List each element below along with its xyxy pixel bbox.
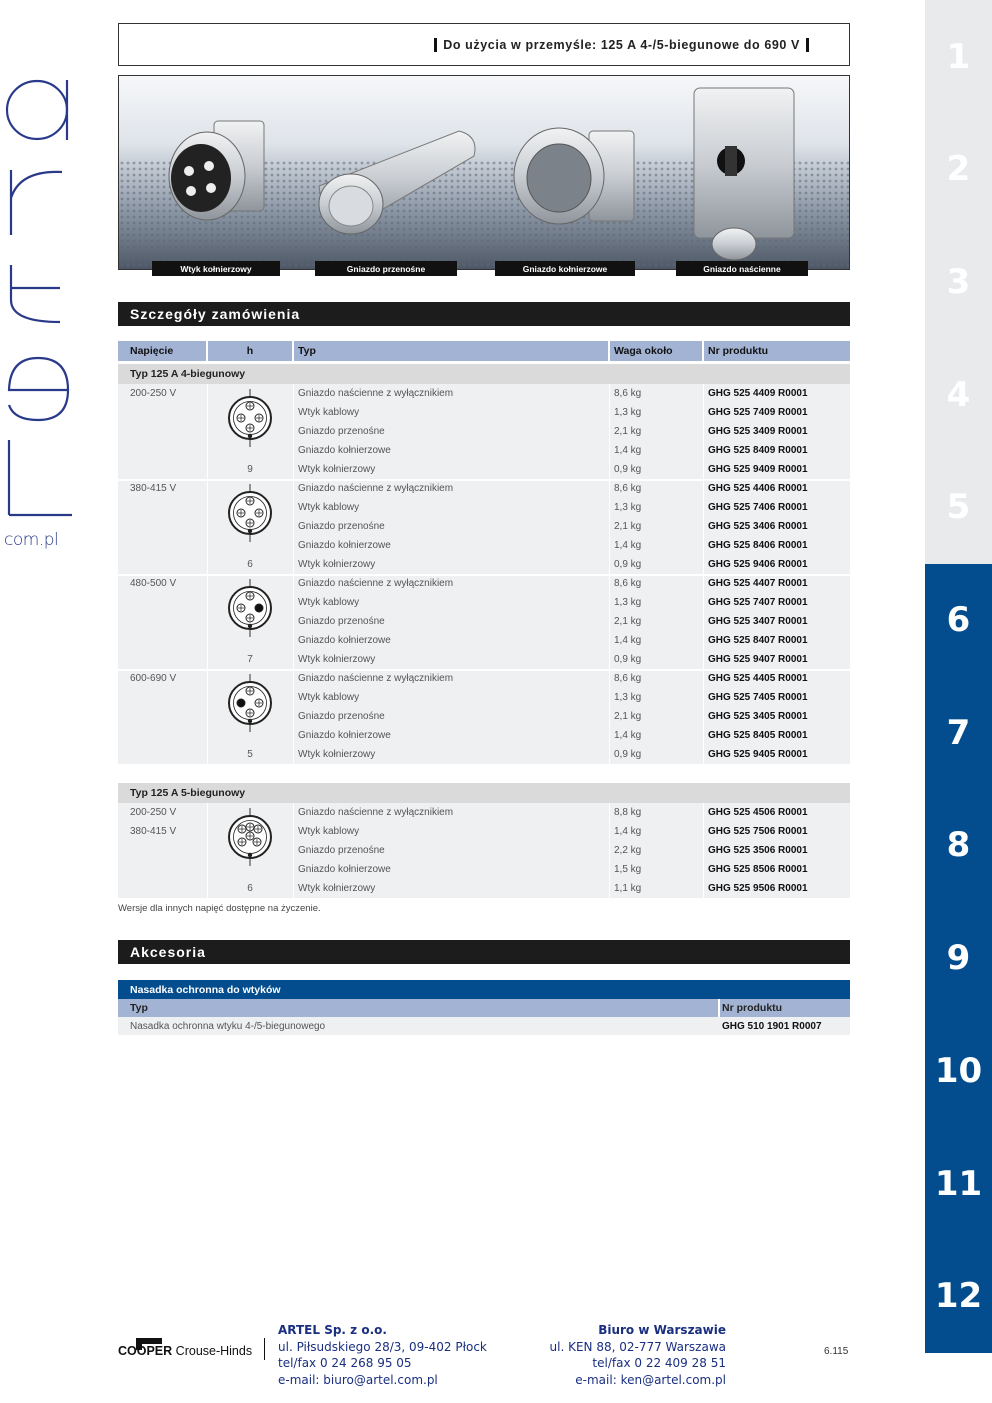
row-divider [118,479,850,481]
office-name: Biuro w Warszawie [598,1323,726,1337]
row-type: Wtyk kołnierzowy [298,749,376,760]
caption-flange-socket: Gniazdo kołnierzowe [495,261,635,276]
row-h-value: 6 [247,559,253,570]
chapter-tab-12[interactable]: 12 [925,1240,992,1353]
chapter-tabs [925,0,992,1403]
row-type: Wtyk kablowy [298,692,360,703]
pin-layout-icon [224,389,276,449]
flange-plug-drawing [169,121,264,220]
row-weight: 2,1 kg [614,426,642,437]
row-weight: 1,1 kg [614,883,642,894]
row-weight: 0,9 kg [614,749,642,760]
row-weight: 1,5 kg [614,864,642,875]
chapter-tab-4[interactable]: 4 [925,338,992,451]
pin-layout-icon [224,579,276,639]
caption-wall-socket: Gniazdo naścienne [676,261,808,276]
row-product: GHG 525 9407 R0001 [708,654,808,665]
page-title: Do użycia w przemyśle: 125 A 4-/5-biegunowe do 690 V [443,37,800,52]
row-weight: 8,6 kg [614,673,642,684]
row-product: GHG 525 4406 R0001 [708,483,808,494]
group-5-pole-title: Typ 125 A 5-biegunowy [118,783,850,803]
row-product: GHG 525 3407 R0001 [708,616,808,627]
brand-name [118,1344,252,1358]
row-voltage: 600-690 V [130,673,177,684]
row-product: GHG 525 7406 R0001 [708,502,808,513]
col-weight: Waga około [614,345,673,357]
voltage-block [118,574,850,669]
row-product: GHG 525 9506 R0001 [708,883,808,894]
group-4-pole [118,384,850,764]
chapter-tab-8[interactable]: 8 [925,789,992,902]
row-divider [118,669,850,671]
logo-domain: com.pl [4,530,59,550]
footer-divider [264,1338,265,1360]
table-row [118,555,850,574]
pin-layout-icon [224,808,276,868]
row-voltage: 200-250 V [130,388,177,399]
company-street: ul. Piłsudskiego 28/3, 09-402 Płock [278,1339,487,1354]
accessories-table [118,980,850,1035]
column-divider [703,803,704,898]
chapter-tab-10[interactable]: 10 [925,1014,992,1127]
row-weight: 1,4 kg [614,730,642,741]
row-weight: 1,4 kg [614,445,642,456]
wall-socket-drawing [694,88,794,260]
chapter-tab-6[interactable]: 6 [925,564,992,677]
table-row [118,879,850,898]
row-type: Gniazdo przenośne [298,616,385,627]
flange-socket-drawing [514,128,634,224]
row-product: GHG 525 9406 R0001 [708,559,808,570]
row-product: GHG 525 7409 R0001 [708,407,808,418]
voltage-block [118,803,850,898]
artel-logo [0,60,80,560]
photo-captions [118,261,850,277]
header-bar-right [806,38,809,52]
order-table-header [118,341,850,361]
pin-layout-icon [224,674,276,734]
row-h-value: 7 [247,654,253,665]
office-street: ul. KEN 88, 02-777 Warszawa [549,1339,726,1354]
accessories-section-title: Akcesoria [118,940,850,964]
row-product: GHG 525 9409 R0001 [708,464,808,475]
column-divider [293,669,294,764]
table-row [118,650,850,669]
row-weight: 2,1 kg [614,521,642,532]
company-email[interactable]: e-mail: biuro@artel.com.pl [278,1372,438,1387]
accessories-table-header [118,999,850,1017]
row-type: Gniazdo przenośne [298,426,385,437]
row-product: GHG 525 4407 R0001 [708,578,808,589]
pin-layout-icon [224,484,276,544]
row-type: Gniazdo przenośne [298,845,385,856]
row-type: Wtyk kołnierzowy [298,883,376,894]
chapter-tab-11[interactable]: 11 [925,1127,992,1240]
column-divider [207,669,208,764]
acc-row-product: GHG 510 1901 R0007 [722,1020,822,1032]
chapter-tab-2[interactable]: 2 [925,113,992,226]
row-weight: 2,1 kg [614,616,642,627]
row-product: GHG 525 9405 R0001 [708,749,808,760]
chapter-tab-9[interactable]: 9 [925,902,992,1015]
row-product: GHG 525 7407 R0001 [708,597,808,608]
voltage-block [118,669,850,764]
row-product: GHG 525 8407 R0001 [708,635,808,646]
row-weight: 1,4 kg [614,540,642,551]
row-h-value: 6 [247,883,253,894]
office-email[interactable]: e-mail: ken@artel.com.pl [575,1372,726,1387]
row-voltage: 380-415 V [130,826,177,837]
office-address [550,1322,726,1388]
chapter-tab-3[interactable]: 3 [925,225,992,338]
row-weight: 8,6 kg [614,483,642,494]
column-divider [703,479,704,574]
table-row [118,460,850,479]
row-h-value: 5 [247,749,253,760]
row-weight: 0,9 kg [614,464,642,475]
product-photo [118,75,850,270]
row-type: Gniazdo przenośne [298,711,385,722]
row-weight: 0,9 kg [614,559,642,570]
row-product: GHG 525 8506 R0001 [708,864,808,875]
row-type: Wtyk kołnierzowy [298,559,376,570]
row-product: GHG 525 8406 R0001 [708,540,808,551]
availability-note: Wersje dla innych napięć dostępne na życzenie. [118,903,321,914]
row-voltage: 200-250 V [130,807,177,818]
product-photo-drawing [119,76,850,270]
acc-col-product: Nr produktu [722,1002,783,1014]
row-type: Gniazdo naścienne z wyłącznikiem [298,483,454,494]
row-product: GHG 525 7405 R0001 [708,692,808,703]
row-voltage: 380-415 V [130,483,177,494]
caption-portable-socket: Gniazdo przenośne [315,261,457,276]
column-divider [293,803,294,898]
row-type: Gniazdo kołnierzowe [298,864,391,875]
row-type: Wtyk kablowy [298,502,360,513]
col-h: h [246,345,254,357]
group-5-pole [118,803,850,898]
company-name: ARTEL Sp. z o.o. [278,1323,387,1337]
row-weight: 8,8 kg [614,807,642,818]
row-weight: 1,3 kg [614,597,642,608]
row-type: Gniazdo przenośne [298,521,385,532]
row-type: Gniazdo kołnierzowe [298,445,391,456]
row-weight: 1,4 kg [614,826,642,837]
row-weight: 0,9 kg [614,654,642,665]
chapter-tab-1[interactable]: 1 [925,0,992,113]
acc-row-type: Nasadka ochronna wtyku 4-/5-biegunowego [130,1020,326,1032]
column-divider [703,669,704,764]
order-section-title: Szczegóły zamówienia [118,302,850,326]
column-divider [293,574,294,669]
row-product: GHG 525 3405 R0001 [708,711,808,722]
acc-col-type: Typ [130,1002,148,1014]
page-footer [118,1320,858,1390]
row-weight: 2,1 kg [614,711,642,722]
row-product: GHG 525 4409 R0001 [708,388,808,399]
column-divider [609,669,610,764]
row-weight: 8,6 kg [614,388,642,399]
order-table [118,341,850,898]
column-divider [207,479,208,574]
brand-bold: COOPER [118,1344,173,1358]
row-type: Gniazdo naścienne z wyłącznikiem [298,578,454,589]
row-type: Wtyk kablowy [298,597,360,608]
row-type: Gniazdo naścienne z wyłącznikiem [298,807,454,818]
column-divider [293,479,294,574]
row-product: GHG 525 8409 R0001 [708,445,808,456]
col-product: Nr produktu [708,345,769,357]
row-weight: 1,3 kg [614,692,642,703]
row-type: Wtyk kablowy [298,826,360,837]
row-weight: 1,3 kg [614,407,642,418]
voltage-block [118,384,850,479]
page-number: 6.115 [824,1346,849,1357]
office-phone: tel/fax 0 22 409 28 51 [592,1356,726,1370]
column-divider [703,384,704,479]
row-type: Wtyk kablowy [298,407,360,418]
table-row [118,1017,850,1035]
row-product: GHG 525 3506 R0001 [708,845,808,856]
row-product: GHG 525 8405 R0001 [708,730,808,741]
column-divider [207,803,208,898]
header-bar-left [434,38,437,52]
row-voltage: 480-500 V [130,578,177,589]
row-type: Gniazdo kołnierzowe [298,730,391,741]
row-divider [118,574,850,576]
artel-logo-mark [0,60,80,530]
column-divider [609,479,610,574]
row-weight: 2,2 kg [614,845,642,856]
table-row [118,745,850,764]
brand-rest: Crouse-Hinds [175,1344,253,1358]
row-type: Wtyk kołnierzowy [298,464,376,475]
row-product: GHG 525 3409 R0001 [708,426,808,437]
column-divider [609,384,610,479]
row-type: Gniazdo naścienne z wyłącznikiem [298,388,454,399]
company-phone: tel/fax 0 24 268 95 05 [278,1356,412,1370]
row-h-value: 9 [247,464,253,475]
row-type: Gniazdo kołnierzowe [298,540,391,551]
group-4-pole-title: Typ 125 A 4-biegunowy [118,364,850,384]
chapter-tab-5[interactable]: 5 [925,451,992,564]
row-weight: 1,4 kg [614,635,642,646]
row-product: GHG 525 3406 R0001 [708,521,808,532]
voltage-block [118,479,850,574]
row-product: GHG 525 4405 R0001 [708,673,808,684]
column-divider [293,384,294,479]
row-product: GHG 525 4506 R0001 [708,807,808,818]
column-divider [703,574,704,669]
company-address [278,1322,487,1388]
row-weight: 1,3 kg [614,502,642,513]
col-type: Typ [298,345,316,357]
row-type: Wtyk kołnierzowy [298,654,376,665]
caption-flange-plug: Wtyk kołnierzowy [152,261,280,276]
page-header [118,23,850,66]
accessories-table-title: Nasadka ochronna do wtyków [118,980,850,999]
column-divider [207,384,208,479]
column-divider [609,803,610,898]
column-divider [207,574,208,669]
col-voltage: Napięcie [130,345,174,357]
row-product: GHG 525 7506 R0001 [708,826,808,837]
row-type: Gniazdo naścienne z wyłącznikiem [298,673,454,684]
chapter-tab-7[interactable]: 7 [925,676,992,789]
row-weight: 8,6 kg [614,578,642,589]
column-divider [609,574,610,669]
row-type: Gniazdo kołnierzowe [298,635,391,646]
